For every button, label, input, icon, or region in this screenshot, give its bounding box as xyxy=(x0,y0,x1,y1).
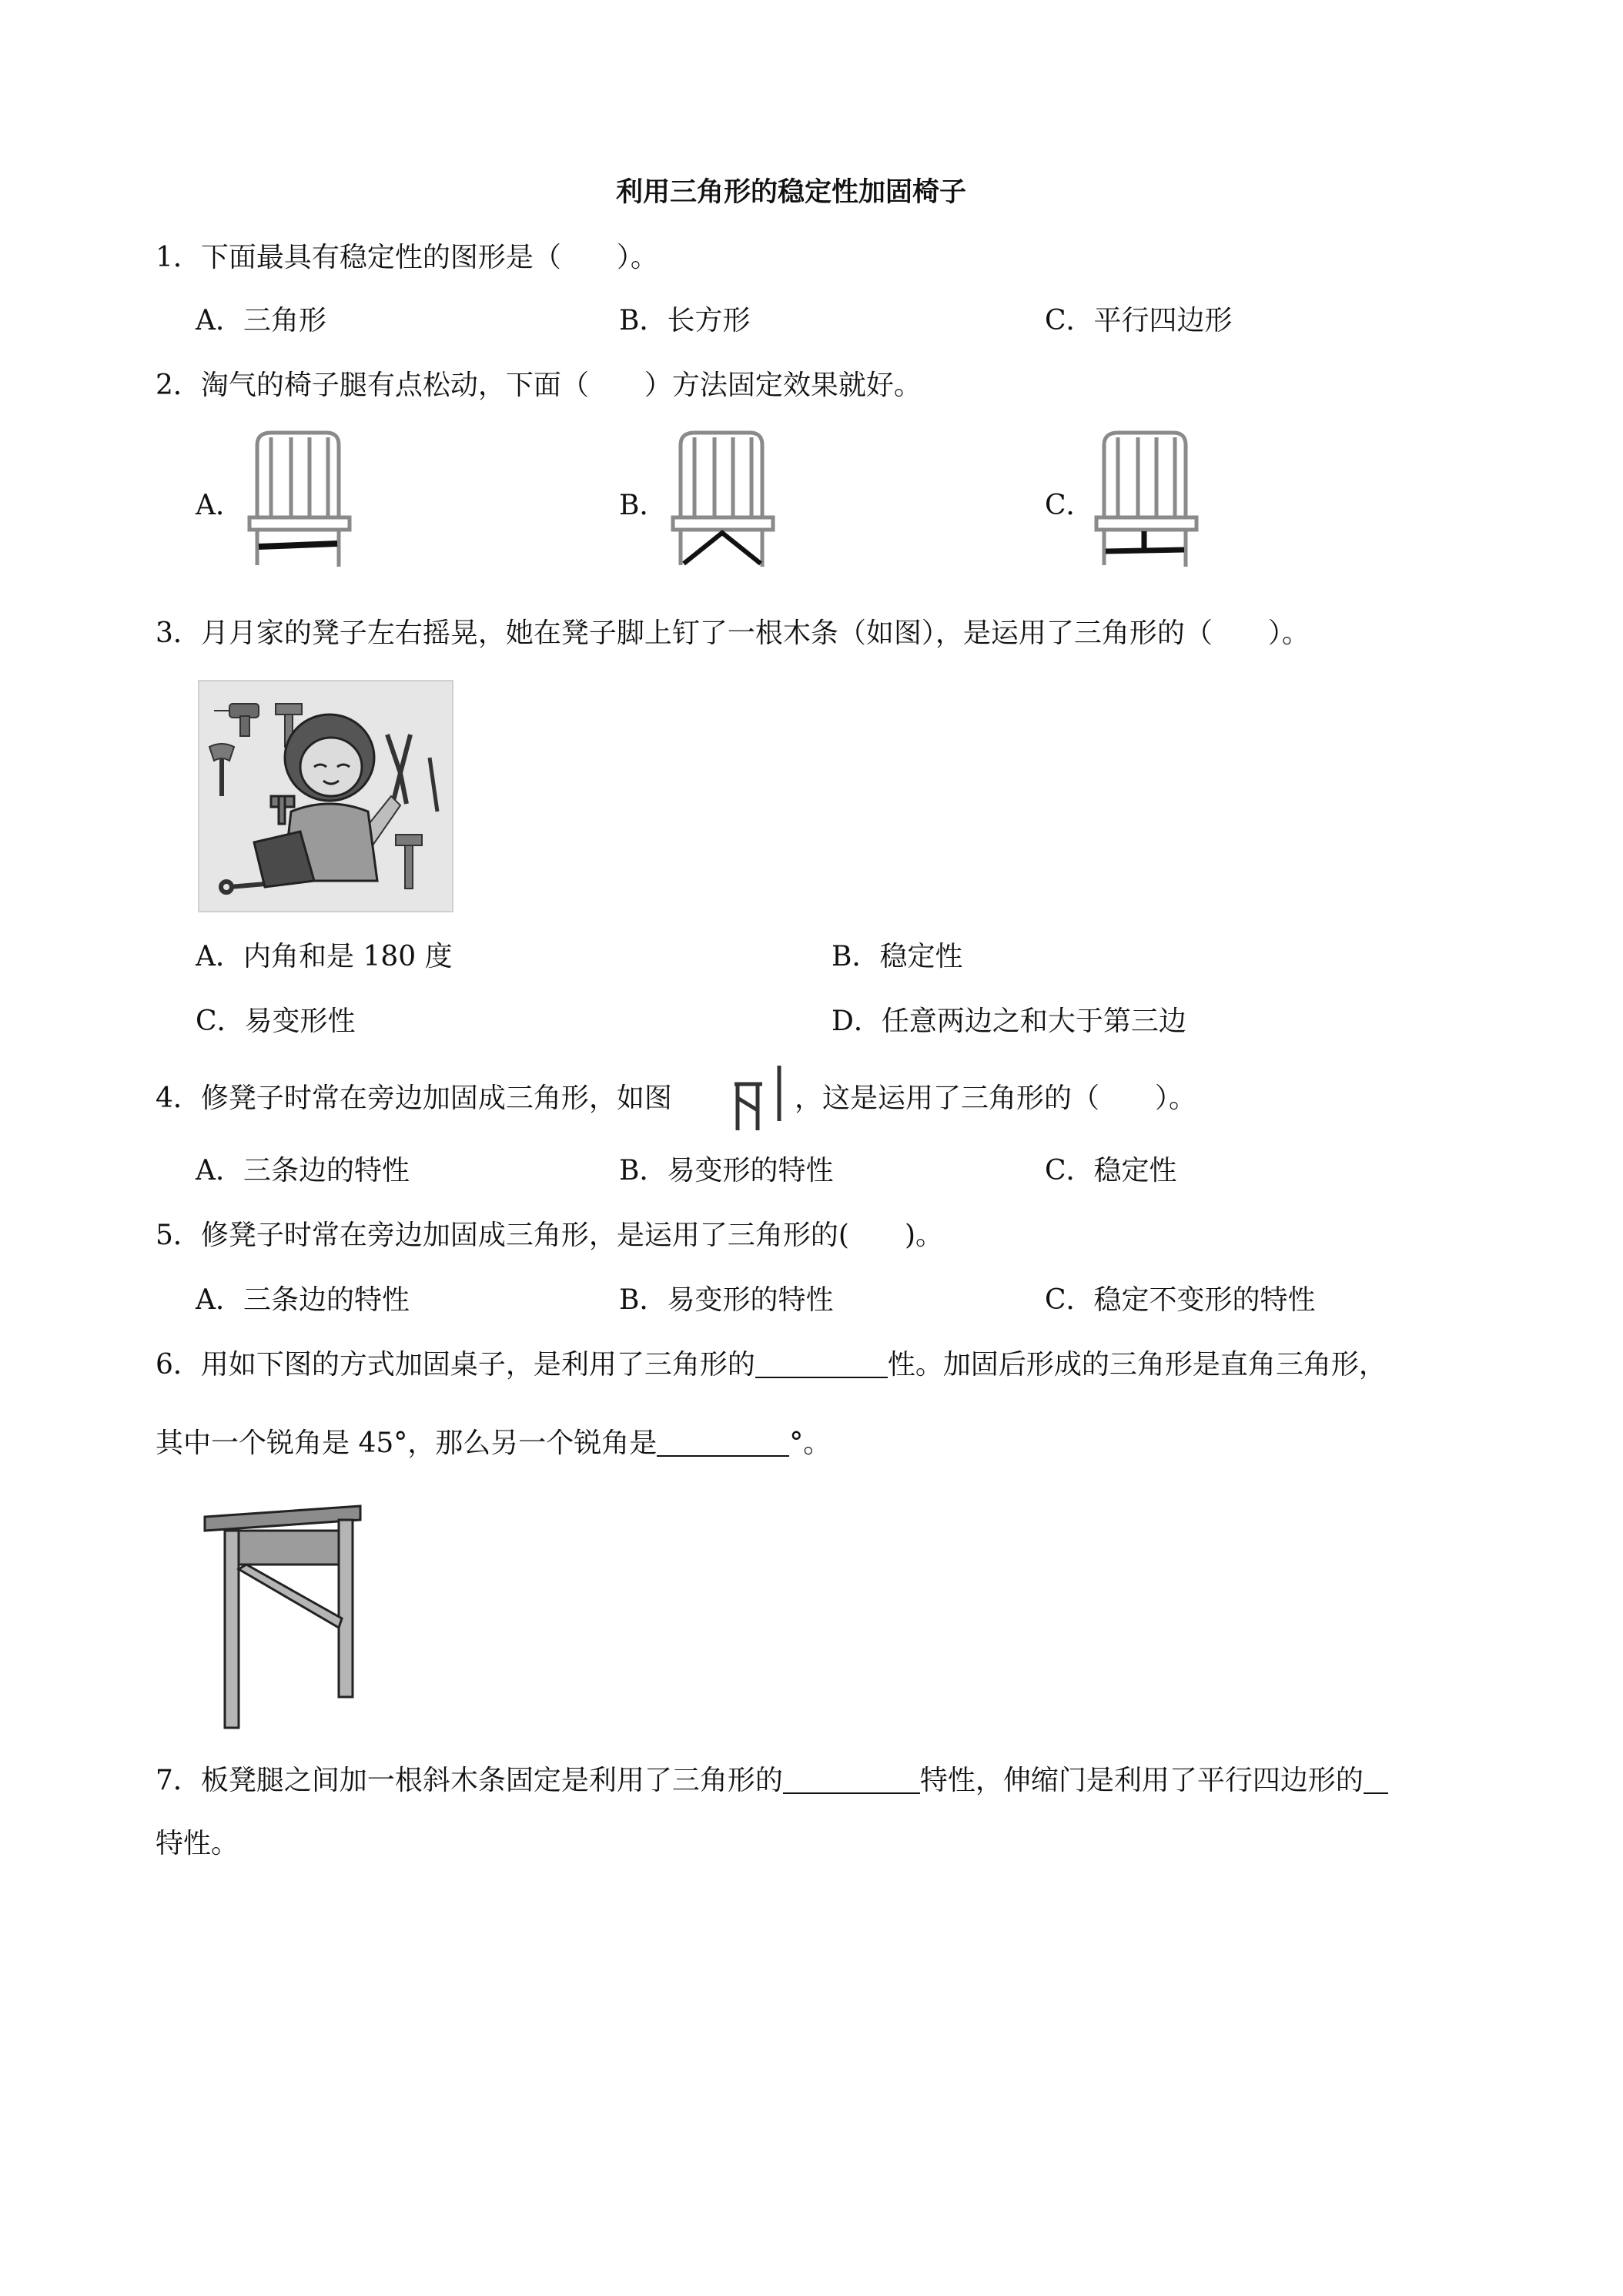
question-4-option-c[interactable]: C．稳定性 xyxy=(1045,1155,1177,1186)
question-6-text-2: 性。加固后形成的三角形是直角三角形， xyxy=(887,1349,1387,1381)
question-5-option-a[interactable]: A．三条边的特性 xyxy=(196,1284,410,1316)
question-6-line2 xyxy=(156,1421,831,1461)
question-3-option-c[interactable]: C．易变形性 xyxy=(196,1006,356,1037)
question-4-option-b[interactable]: B．易变形的特性 xyxy=(619,1155,834,1186)
question-6-blank-2[interactable] xyxy=(657,1427,789,1457)
page-title: 利用三角形的稳定性加固椅子 xyxy=(616,177,967,208)
question-7-line2: 特性。 xyxy=(156,1828,239,1859)
question-1-option-b[interactable]: B．长方形 xyxy=(619,305,751,336)
question-3-option-a[interactable]: A．内角和是 180 度 xyxy=(196,941,453,972)
question-4-option-a[interactable]: A．三条边的特性 xyxy=(196,1155,410,1186)
question-7-text-1: 7．板凳腿之间加一根斜木条固定是利用了三角形的 xyxy=(156,1765,783,1796)
question-6-line1 xyxy=(156,1343,1387,1382)
chair-c-image xyxy=(1092,428,1200,571)
question-1-stem: 1．下面最具有稳定性的图形是（ ）。 xyxy=(156,242,658,273)
question-4-stem-start: 4．修凳子时常在旁边加固成三角形，如图 xyxy=(156,1083,672,1114)
question-6-blank-1[interactable] xyxy=(755,1349,888,1378)
girl-with-tools-image xyxy=(199,681,453,912)
question-7-blank-1[interactable] xyxy=(783,1765,920,1794)
question-6-text-1: 6．用如下图的方式加固桌子，是利用了三角形的 xyxy=(156,1349,755,1381)
question-5-option-c[interactable]: C．稳定不变形的特性 xyxy=(1045,1284,1316,1316)
question-6-text-3: 其中一个锐角是 45°，那么另一个锐角是 xyxy=(156,1427,658,1459)
question-5-option-b[interactable]: B．易变形的特性 xyxy=(619,1284,834,1316)
question-2-option-a[interactable]: A． xyxy=(196,490,243,521)
question-1-option-c[interactable]: C．平行四边形 xyxy=(1045,305,1233,336)
chair-b-image xyxy=(668,428,776,571)
question-2-option-c[interactable]: C． xyxy=(1045,490,1094,521)
question-6-text-4: °。 xyxy=(789,1427,832,1459)
question-4-stem-end: ，这是运用了三角形的（ ）。 xyxy=(795,1083,1197,1114)
question-7-text-2: 特性，伸缩门是利用了平行四边形的 xyxy=(919,1765,1364,1796)
stool-brace-icon xyxy=(731,1061,790,1133)
braced-table-image xyxy=(202,1500,363,1731)
question-3-stem: 3．月月家的凳子左右摇晃，她在凳子脚上钉了一根木条（如图），是运用了三角形的（ ）。 xyxy=(156,618,1310,649)
question-3-option-d[interactable]: D．任意两边之和大于第三边 xyxy=(832,1006,1186,1037)
question-1-option-a[interactable]: A．三角形 xyxy=(196,305,326,336)
question-2-stem: 2．淘气的椅子腿有点松动，下面（ ）方法固定效果就好。 xyxy=(156,370,922,401)
question-3-option-b[interactable]: B．稳定性 xyxy=(832,941,963,972)
question-2-option-b[interactable]: B． xyxy=(619,490,668,521)
question-5-stem: 5．修凳子时常在旁边加固成三角形，是运用了三角形的( )。 xyxy=(156,1220,943,1251)
question-7-line1 xyxy=(156,1759,1388,1798)
chair-a-image xyxy=(245,428,353,571)
question-7-blank-2[interactable] xyxy=(1364,1765,1388,1794)
